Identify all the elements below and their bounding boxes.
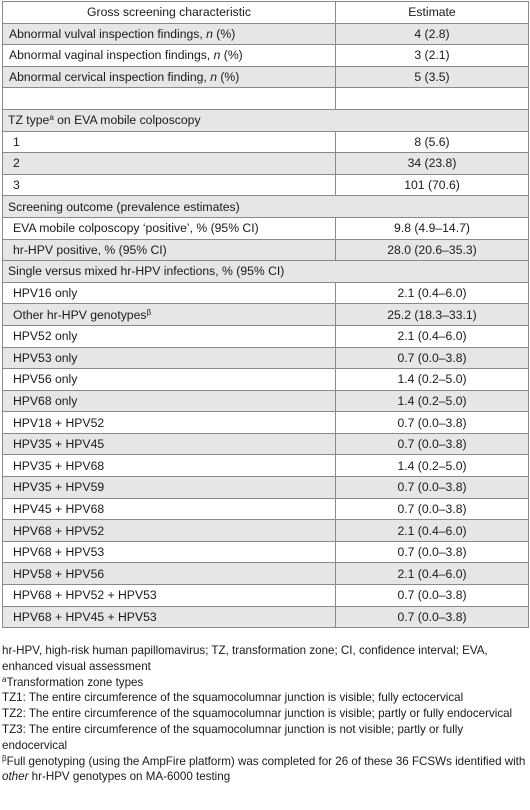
table-row	[3, 66, 529, 88]
row-value: 0.7 (0.0–3.8)	[336, 498, 529, 520]
header-characteristic: Gross screening characteristic	[3, 2, 336, 24]
row-label: HPV45 + HPV68	[3, 498, 336, 520]
row-label: HPV35 + HPV59	[3, 477, 336, 499]
table-row	[3, 563, 529, 585]
footnote-tz3: TZ3: The entire circumference of the squamocolumnar junction is not visible; partly or fully endocervical	[2, 722, 464, 752]
row-value: 0.7 (0.0–3.8)	[336, 412, 529, 434]
row-label: HPV35 + HPV68	[3, 455, 336, 477]
table-row	[3, 585, 529, 607]
row-label: 1	[3, 131, 336, 153]
table-footnotes	[2, 643, 526, 785]
section-label: Screening outcome (prevalence estimates)	[3, 196, 529, 218]
row-label: 3	[3, 174, 336, 196]
row-label: HPV68 + HPV53	[3, 541, 336, 563]
table-header-row	[3, 2, 529, 24]
row-value: 101 (70.6)	[336, 174, 529, 196]
row-value: 0.7 (0.0–3.8)	[336, 477, 529, 499]
row-value: 5 (3.5)	[336, 66, 529, 88]
footnote-tz1: TZ1: The entire circumference of the squamocolumnar junction is visible; fully ectocervical	[2, 691, 464, 705]
row-value: 2.1 (0.4–6.0)	[336, 520, 529, 542]
table-row	[3, 325, 529, 347]
row-value: 34 (23.8)	[336, 153, 529, 175]
table-row	[3, 239, 529, 261]
row-label: Abnormal cervical inspection finding, n (%)	[3, 66, 336, 88]
row-value: 8 (5.6)	[336, 131, 529, 153]
table-row	[3, 45, 529, 67]
table-row	[3, 390, 529, 412]
table-row	[3, 455, 529, 477]
row-value: 25.2 (18.3–33.1)	[336, 304, 529, 326]
table-row	[3, 304, 529, 326]
row-label: 2	[3, 153, 336, 175]
row-value: 1.4 (0.2–5.0)	[336, 455, 529, 477]
table-row	[3, 433, 529, 455]
footnote-abbreviations: hr-HPV, high-risk human papillomavirus; TZ, transformation zone; CI, confidence interval; EVA, enhanced visual assessment	[2, 644, 488, 673]
footnote-tz-title: $^a$Transformation zone types	[2, 674, 144, 689]
table-row	[3, 347, 529, 369]
row-label: HPV35 + HPV45	[3, 433, 336, 455]
row-label: EVA mobile colposcopy ‘positive’, % (95% CI)	[3, 217, 336, 239]
table-row	[3, 520, 529, 542]
table-row	[3, 477, 529, 499]
header-estimate: Estimate	[336, 2, 529, 24]
footnote-tz2: TZ2: The entire circumference of the squamocolumnar junction is visible; partly or fully endocervical	[2, 707, 513, 721]
row-value: 0.7 (0.0–3.8)	[336, 347, 529, 369]
row-label: Abnormal vulval inspection findings, n (%)	[3, 23, 336, 45]
row-label: HPV68 only	[3, 390, 336, 412]
table-row	[3, 282, 529, 304]
row-label: HPV56 only	[3, 369, 336, 391]
table-row	[3, 498, 529, 520]
row-label: HPV68 + HPV52	[3, 520, 336, 542]
table-row	[3, 412, 529, 434]
blank-row	[3, 88, 529, 110]
screening-table	[2, 1, 529, 628]
table-row	[3, 541, 529, 563]
row-label: Abnormal vaginal inspection findings, n (%)	[3, 45, 336, 67]
row-value: 28.0 (20.6–35.3)	[336, 239, 529, 261]
row-label: HPV52 only	[3, 325, 336, 347]
table-row	[3, 153, 529, 175]
section-label: Single versus mixed hr-HPV infections, % (95% CI)	[3, 261, 529, 283]
row-value: 1.4 (0.2–5.0)	[336, 369, 529, 391]
row-label: HPV68 + HPV45 + HPV53	[3, 606, 336, 628]
row-value: 4 (2.8)	[336, 23, 529, 45]
row-label: hr-HPV positive, % (95% CI)	[3, 239, 336, 261]
footnote-genotyping: $^\beta$Full genotyping (using the AmpFire platform) was completed for 26 of these 36 FCSWs identified with other hr-HPV genotypes on MA-6000 testing	[2, 753, 526, 784]
row-value: 0.7 (0.0–3.8)	[336, 585, 529, 607]
table-row	[3, 217, 529, 239]
section-label: TZ type$^a$ on EVA mobile colposcopy	[3, 109, 529, 131]
row-value: 0.7 (0.0–3.8)	[336, 606, 529, 628]
row-value: 3 (2.1)	[336, 45, 529, 67]
row-value: 0.7 (0.0–3.8)	[336, 541, 529, 563]
row-label: Other hr-HPV genotypes$^\beta$	[3, 304, 336, 326]
table-row	[3, 23, 529, 45]
row-label: HPV53 only	[3, 347, 336, 369]
section-row-tz	[3, 109, 529, 131]
table-row	[3, 174, 529, 196]
row-label: HPV16 only	[3, 282, 336, 304]
row-value: 9.8 (4.9–14.7)	[336, 217, 529, 239]
row-label: HPV68 + HPV52 + HPV53	[3, 585, 336, 607]
table-row	[3, 369, 529, 391]
row-label: HPV58 + HPV56	[3, 563, 336, 585]
table-row	[3, 606, 529, 628]
row-value: 2.1 (0.4–6.0)	[336, 282, 529, 304]
row-label: HPV18 + HPV52	[3, 412, 336, 434]
row-value: 0.7 (0.0–3.8)	[336, 433, 529, 455]
section-row-mixed	[3, 261, 529, 283]
table-row	[3, 131, 529, 153]
row-value: 2.1 (0.4–6.0)	[336, 325, 529, 347]
row-value: 1.4 (0.2–5.0)	[336, 390, 529, 412]
row-value: 2.1 (0.4–6.0)	[336, 563, 529, 585]
section-row-outcome	[3, 196, 529, 218]
